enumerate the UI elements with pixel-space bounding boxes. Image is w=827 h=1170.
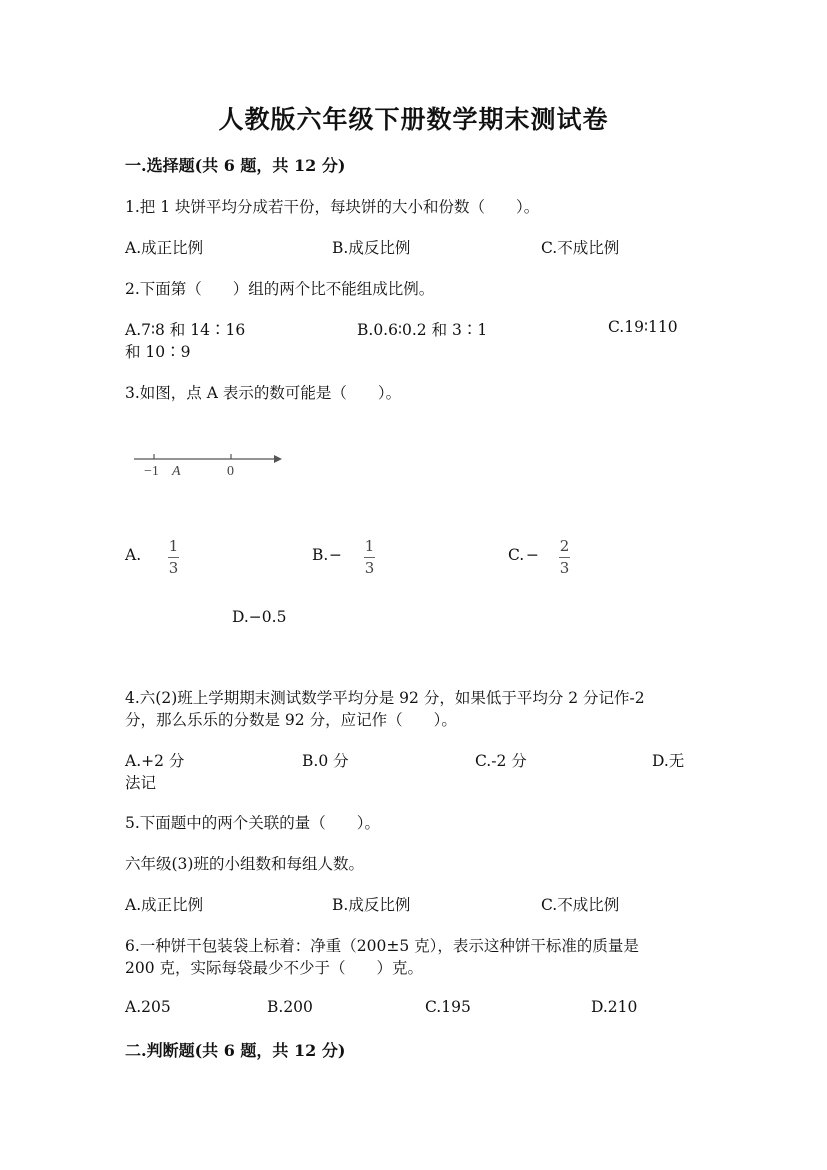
q3-option-a-prefix: A.	[125, 546, 142, 564]
q4-option-c: C.-2 分	[475, 752, 527, 770]
q6-option-d: D.210	[591, 998, 638, 1016]
q6-option-b: B.200	[267, 998, 313, 1016]
q3-option-b-sign: −	[329, 546, 342, 564]
q5-option-a: A.成正比例	[125, 896, 204, 914]
question-2: 2.下面第（ ）组的两个比不能组成比例。	[125, 280, 435, 298]
q1-option-c: C.不成比例	[541, 239, 620, 257]
fraction-bar	[168, 557, 179, 558]
q2-option-c-continued: 和 10∶9	[125, 343, 191, 361]
q3-option-d: D.−0.5	[232, 608, 287, 626]
fraction-numerator: 1	[168, 537, 179, 555]
question-6-line-2: 200 克，实际每袋最少不少于（ ）克。	[125, 959, 424, 977]
question-3: 3.如图，点 A 表示的数可能是（ ）。	[125, 384, 402, 402]
fraction-denominator: 3	[559, 559, 570, 577]
fraction-denominator: 3	[168, 559, 179, 577]
fraction-bar	[559, 557, 570, 558]
q2-option-c: C.19∶110	[608, 318, 678, 336]
q3-option-c-sign: −	[526, 546, 539, 564]
question-4-line-1: 4.六(2)班上学期期末测试数学平均分是 92 分，如果低于平均分 2 分记作-2	[125, 689, 645, 707]
question-5-subtext: 六年级(3)班的小组数和每组人数。	[125, 855, 364, 873]
q4-option-b: B.0 分	[302, 752, 349, 770]
question-4-line-2: 分，那么乐乐的分数是 92 分，应记作（ ）。	[125, 711, 457, 729]
q6-option-c: C.195	[425, 998, 471, 1016]
fraction-numerator: 2	[559, 537, 570, 555]
q3-option-c-fraction	[559, 539, 570, 576]
q3-option-a-fraction	[168, 539, 179, 576]
q2-option-b: B.0.6∶0.2 和 3∶1	[357, 321, 488, 339]
q3-option-b-fraction	[364, 539, 375, 576]
question-6-line-1: 6.一种饼干包装袋上标着：净重（200±5 克），表示这种饼干标准的质量是	[125, 937, 639, 955]
q5-option-b: B.成反比例	[332, 896, 411, 914]
question-5: 5.下面题中的两个关联的量（ ）。	[125, 814, 381, 832]
label-point-a: A	[172, 464, 181, 479]
fraction-numerator: 1	[364, 537, 375, 555]
page-title: 人教版六年级下册数学期末测试卷	[218, 105, 609, 134]
number-line-arrow	[274, 455, 282, 463]
q4-option-d: D.无	[652, 752, 685, 770]
q6-option-a: A.205	[125, 998, 171, 1016]
q5-option-c: C.不成比例	[541, 896, 620, 914]
q2-option-a: A.7∶8 和 14∶16	[125, 321, 246, 339]
q1-option-b: B.成反比例	[332, 239, 411, 257]
number-line-figure	[128, 445, 288, 485]
label-minus-one: −1	[144, 464, 159, 479]
q1-option-a: A.成正比例	[125, 239, 204, 257]
section-heading-choice: 一.选择题(共 6 题，共 12 分)	[125, 156, 346, 175]
fraction-bar	[364, 557, 375, 558]
question-1: 1.把 1 块饼平均分成若干份，每块饼的大小和份数（ ）。	[125, 198, 540, 216]
q4-option-d-continued: 法记	[125, 774, 157, 792]
q3-option-b-prefix: B.	[312, 546, 329, 564]
q3-option-c-prefix: C.	[508, 546, 525, 564]
q4-option-a: A.+2 分	[125, 752, 185, 770]
label-zero: 0	[227, 464, 234, 479]
section-heading-judgement: 二.判断题(共 6 题，共 12 分)	[125, 1041, 346, 1060]
fraction-denominator: 3	[364, 559, 375, 577]
